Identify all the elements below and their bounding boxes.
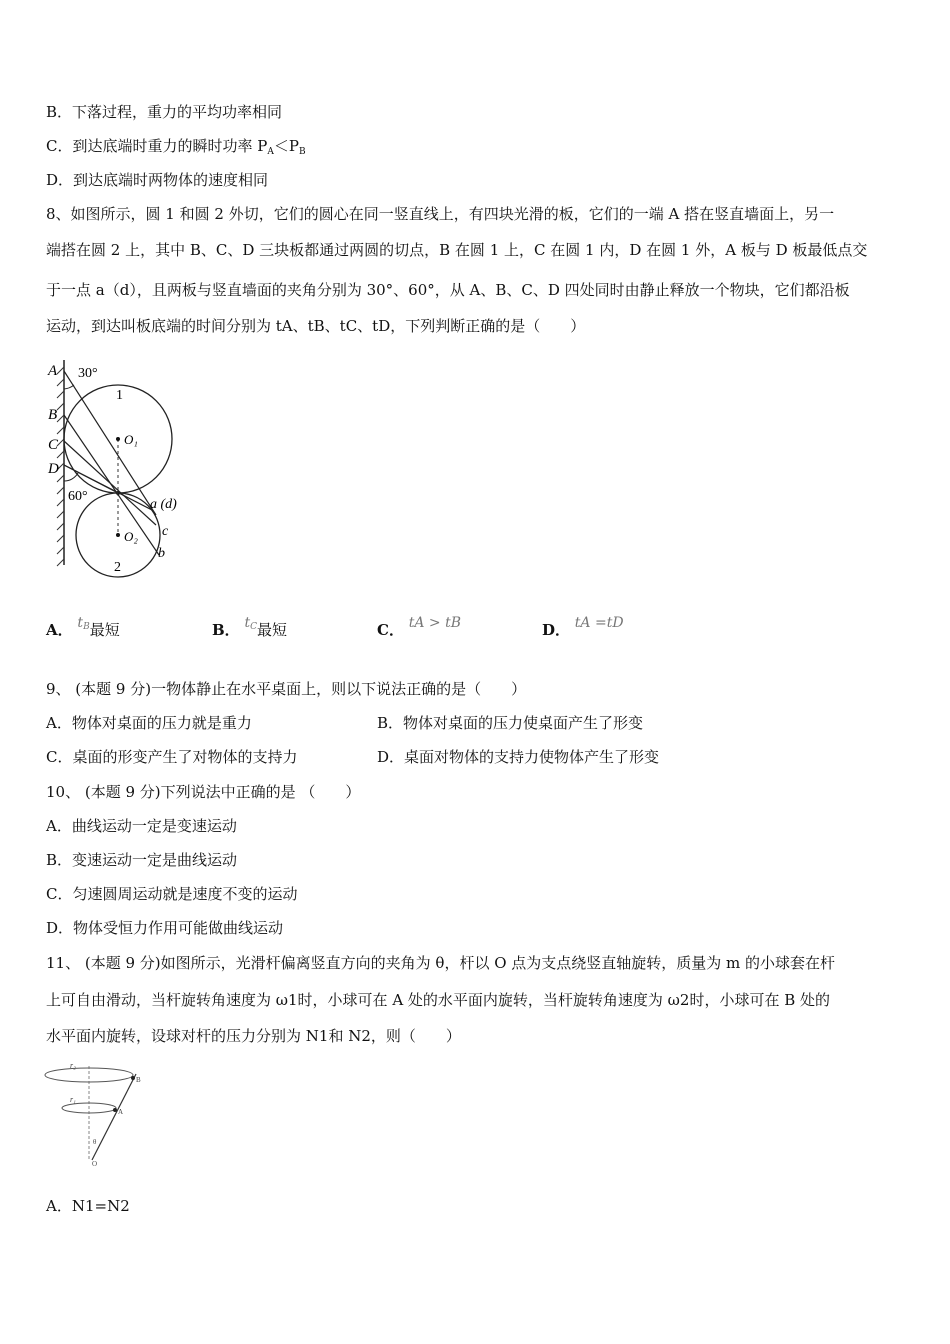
q8-fig-label-b-end: b <box>158 546 165 561</box>
q10-option-c: C．匀速圆周运动就是速度不变的运动 <box>46 885 298 903</box>
q11-fig-label-o: O <box>92 1160 98 1168</box>
q8-fig-label-ad: a (d) <box>150 497 177 512</box>
q9-option-d: D．桌面对物体的支持力使物体产生了形变 <box>377 748 660 766</box>
q11-option-a: A．N1=N2 <box>46 1197 130 1215</box>
q8-fig-label-b: B <box>48 407 58 423</box>
q8-fig-label-circle1: 1 <box>116 388 123 403</box>
q7-option-d: D．到达底端时两物体的速度相同 <box>46 171 269 189</box>
q10-option-a: A．曲线运动一定是变速运动 <box>46 817 237 835</box>
q11-fig-label-r2: r₂ <box>70 1061 76 1070</box>
q11-fig-label-r1: r₁ <box>70 1095 76 1104</box>
q8-fig-label-circle2: 2 <box>114 560 121 575</box>
q8-fig-label-c: C <box>48 437 59 453</box>
q8-option-a: A． $t^B$最短 <box>46 615 120 639</box>
q11-stem-line3: 水平面内旋转，设球对杆的压力分别为 N1和 N2，则（ ） <box>46 1027 461 1045</box>
q8-stem-line1: 8、如图所示，圆 1 和圆 2 外切，它们的圆心在同一竖直线上，有四块光滑的板，它们的一端 A 搭在竖直墙面上，另一 <box>46 205 835 223</box>
q8-figure <box>44 355 204 580</box>
q11-fig-label-a: A <box>118 1108 124 1116</box>
q8-fig-label-60deg: 60° <box>68 489 88 504</box>
q11-fig-label-theta: θ <box>93 1138 97 1146</box>
q10-option-d: D．物体受恒力作用可能做曲线运动 <box>46 919 284 937</box>
q8-option-b: B． $t^C$最短 <box>212 615 288 639</box>
q11-stem-line2: 上可自由滑动，当杆旋转角速度为 ω1时，小球可在 A 处的水平面内旋转，当杆旋转角速度为 ω2时，小球可在 B 处的 <box>46 991 831 1009</box>
q11-fig-label-b: B <box>136 1076 141 1084</box>
q8-stem-line2: 端搭在圆 2 上，其中 B、C、D 三块板都通过两圆的切点，B 在圆 1 上，C 在圆 1 内，D 在圆 1 外，A 板与 D 板最低点交 <box>46 241 868 259</box>
q9-option-c: C．桌面的形变产生了对物体的支持力 <box>46 748 298 766</box>
q8-option-d: D． tA =tD <box>542 615 624 639</box>
q9-option-a: A．物体对桌面的压力就是重力 <box>46 714 252 732</box>
q8-stem-line4: 运动，到达叫板底端的时间分别为 tA、tB、tC、tD，下列判断正确的是（ ） <box>46 317 586 335</box>
q9-stem: 9、 (本题 9 分)一物体静止在水平桌面上，则以下说法正确的是（ ） <box>46 680 527 698</box>
q8-fig-label-30deg: 30° <box>78 366 98 381</box>
q8-option-c: C． tA > tB <box>377 615 462 639</box>
q11-figure <box>44 1060 154 1168</box>
q8-fig-label-d: D <box>48 461 59 477</box>
q8-fig-label-a: A <box>48 363 58 379</box>
q7-option-b: B．下落过程，重力的平均功率相同 <box>46 103 283 121</box>
q7-option-c: C．到达底端时重力的瞬时功率 $P_A<P_B$ <box>46 137 306 157</box>
q9-option-b: B．物体对桌面的压力使桌面产生了形变 <box>377 714 644 732</box>
q11-stem-line1: 11、 (本题 9 分)如图所示，光滑杆偏离竖直方向的夹角为 θ，杆以 O 点为支点绕竖直轴旋转，质量为 m 的小球套在杆 <box>46 954 836 972</box>
q10-option-b: B．变速运动一定是曲线运动 <box>46 851 238 869</box>
q10-stem: 10、 (本题 9 分)下列说法中正确的是 （ ） <box>46 783 361 801</box>
q8-stem-line3: 于一点 a（d），且两板与竖直墙面的夹角分别为 30°、60°，从 A、B、C、D 四处同时由静止释放一个物块，它们都沿板 <box>46 281 850 299</box>
q8-fig-label-c-end: c <box>162 524 169 539</box>
q8-fig-label-o2: O₂ <box>124 529 138 544</box>
q8-fig-label-o1: O₁ <box>124 432 138 447</box>
